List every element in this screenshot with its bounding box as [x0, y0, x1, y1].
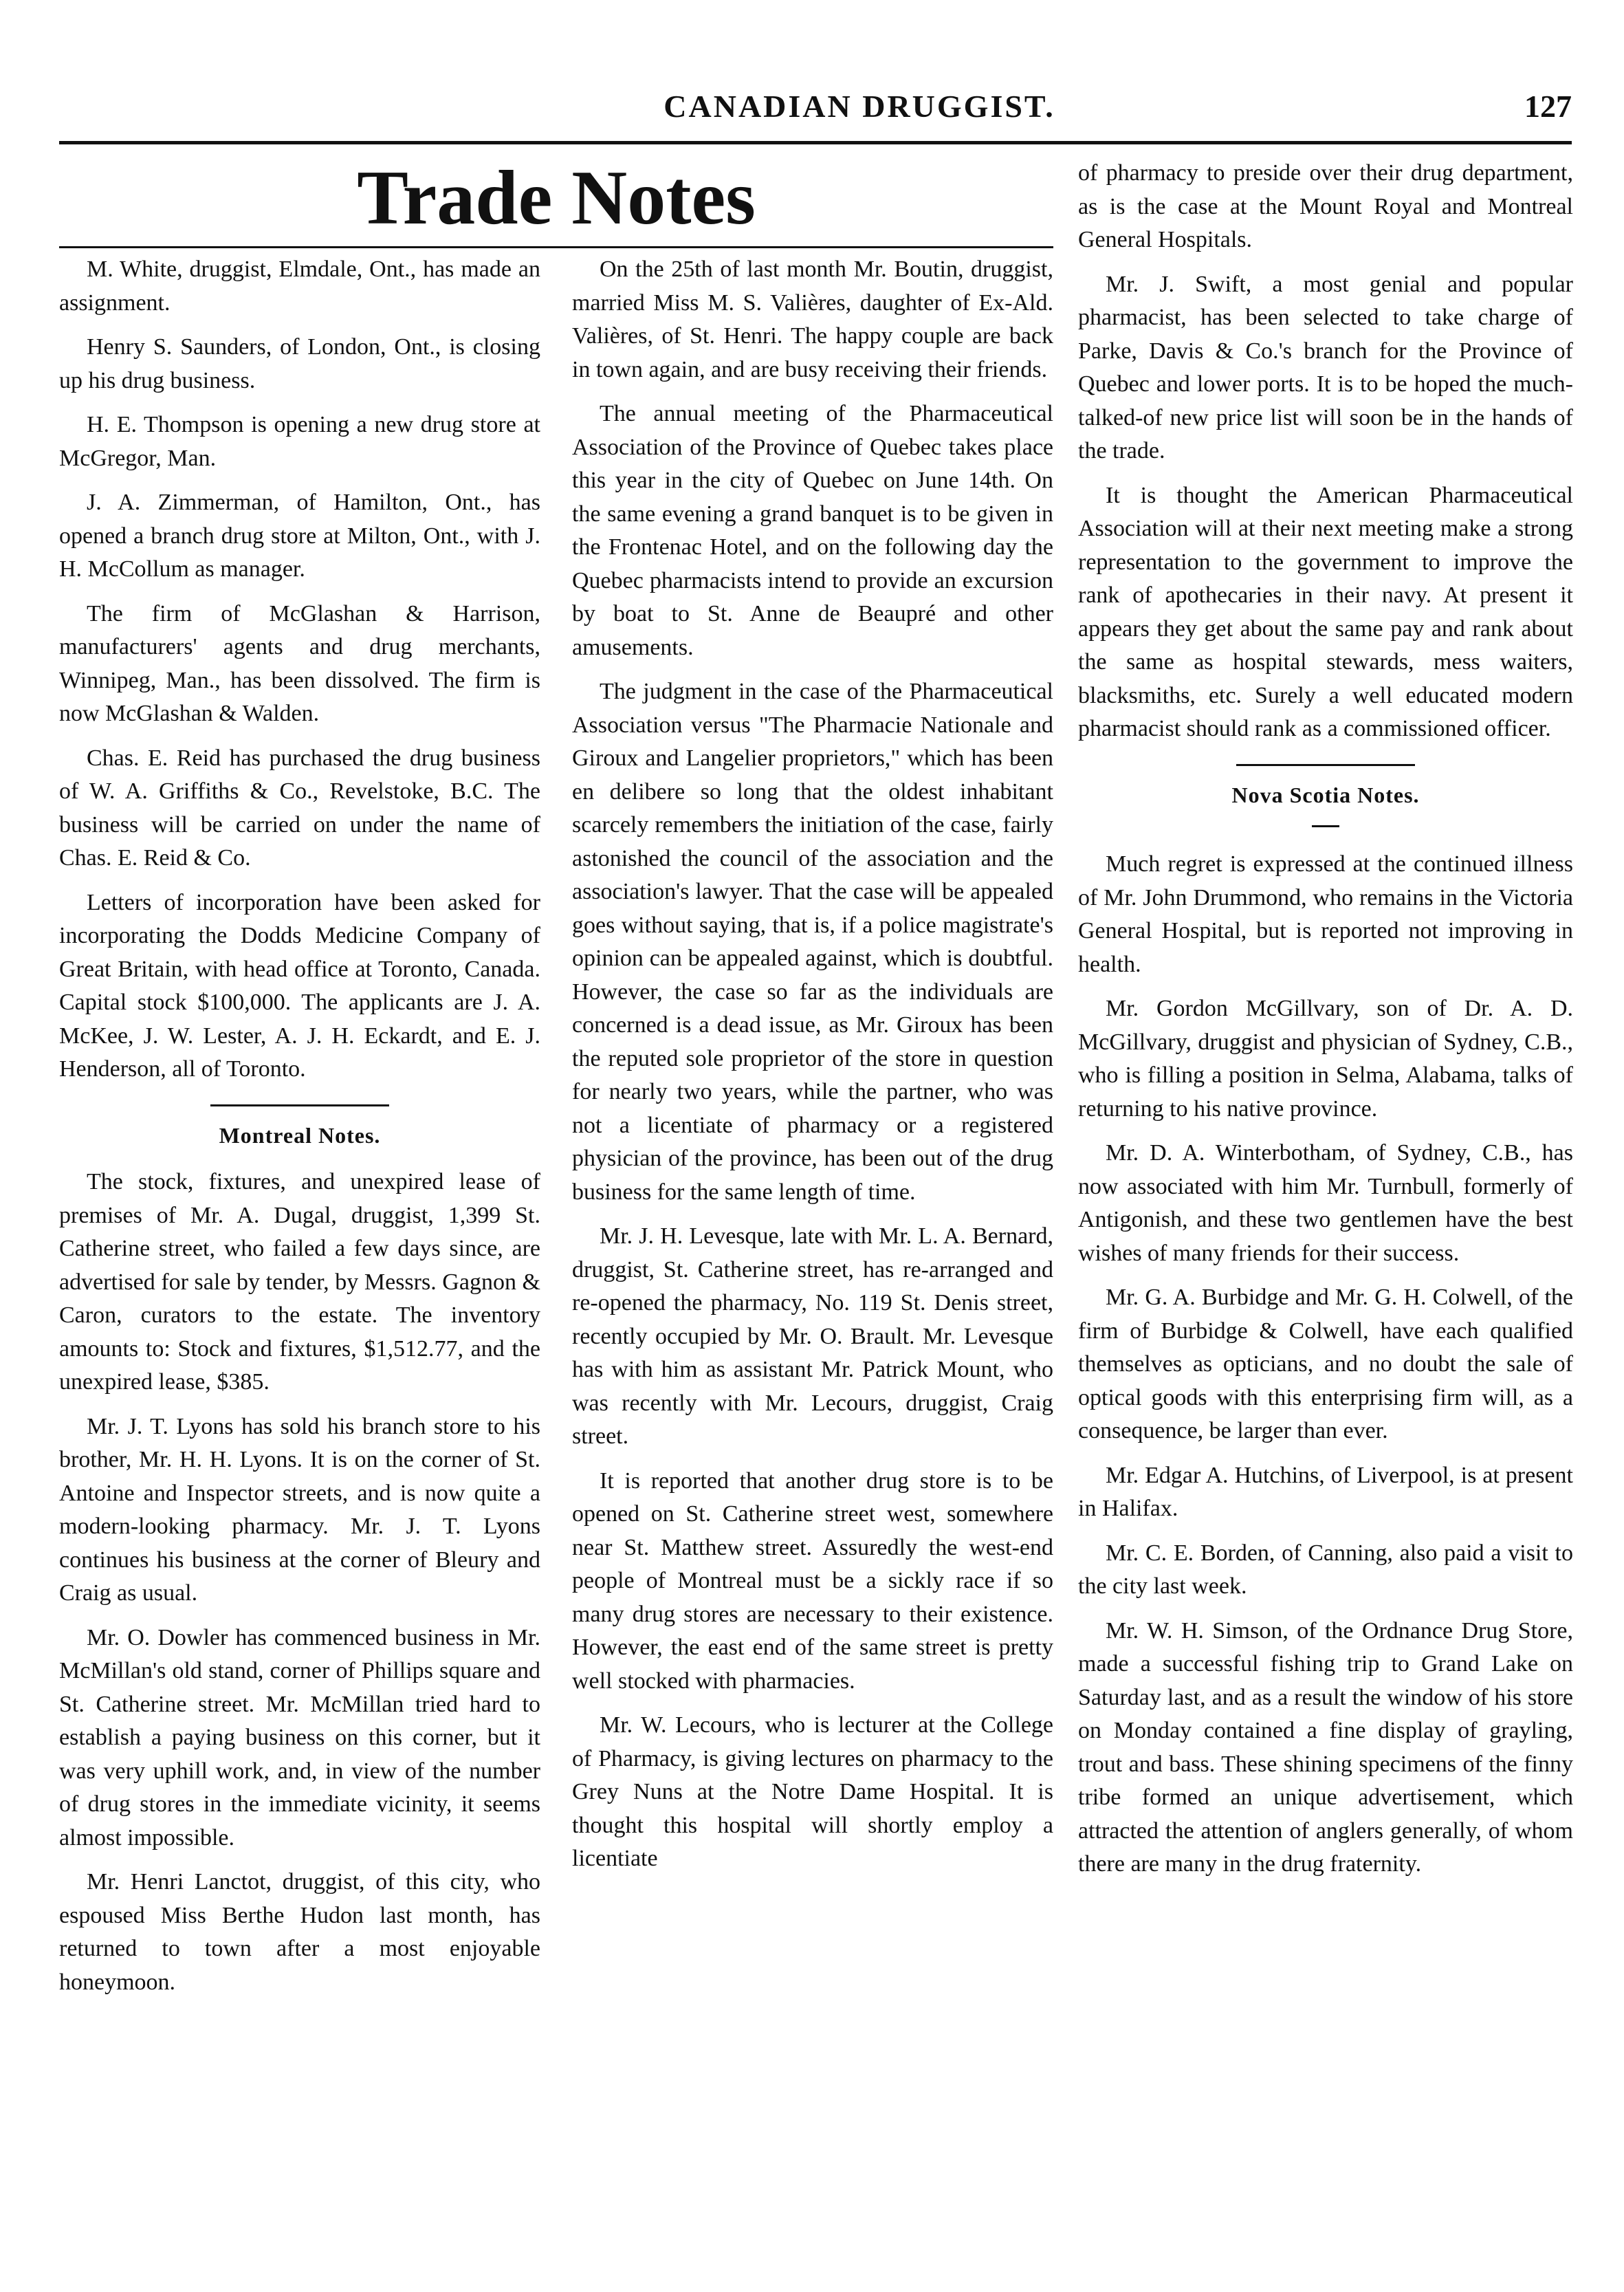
news-item: Mr. Henri Lanctot, druggist, of this city, who espoused Miss Berthe Hudon last month, has returned to town after a most enjoyable honeymoon. [59, 1869, 540, 1995]
news-item: J. A. Zimmerman, of Hamilton, Ont., has opened a branch drug store at Milton, Ont., with J. H. McCollum as manager. [59, 490, 540, 582]
news-item: Much regret is expressed at the continued illness of Mr. John Drummond, who remains in the Victoria General Hospital, but is reported not improving in health. [1078, 851, 1573, 977]
news-item: Mr. J. Swift, a most genial and popular pharmacist, has been selected to take charge of Parke, Davis & Co.'s branch for the Province of Quebec and lower ports. It is to be hoped the much-talked-of new price list will soon be in the hands of the trade. [1078, 271, 1573, 463]
section-separator [210, 1104, 389, 1106]
column-2 [572, 253, 1053, 1887]
news-item: On the 25th of last month Mr. Boutin, druggist, married Miss M. S. Valières, daughter of Ex-Ald. Valières, of St. Henri. The happy couple are back in town again, and are busy receiving their friends. [572, 257, 1053, 382]
news-item: Henry S. Saunders, of London, Ont., is closing up his drug business. [59, 334, 540, 393]
news-item: H. E. Thompson is opening a new drug store at McGregor, Man. [59, 412, 540, 471]
journal-title: CANADIAN DRUGGIST. [663, 89, 1055, 124]
column-1 [59, 253, 540, 2010]
news-item: Mr. W. H. Simson, of the Ordnance Drug Store, made a successful fishing trip to Grand Lake on Saturday last, and as a result the window of his store on Monday contained a fine display of grayling, trout and bass. These shining specimens of the finny tribe formed an unique advertisement, which attracted the attention of anglers generally, of whom there are many in the drug fraternity. [1078, 1617, 1573, 1877]
section-separator [1236, 764, 1415, 766]
nova-scotia-notes-heading: Nova Scotia Notes. [1231, 782, 1420, 807]
news-item: The annual meeting of the Pharmaceutical Association of the Province of Quebec takes place this year in the city of Quebec on June 14th. On the same evening a grand banquet is to be given in the Frontenac Hotel, and on the following day the Quebec pharmacists intend to provide an excursion by boat to St. Anne de Beaupré and other amusements. [572, 401, 1053, 660]
column-3 [1078, 157, 1573, 1892]
section-title: Trade Notes [357, 155, 756, 241]
news-item: It is thought the American Pharmaceutical Association will at their next meeting make a strong representation to the government to improve the rank of apothecaries in their navy. At present it appears they get about the same pay and rank about the same as hospital stewards, mess waiters, blacksmiths, etc. Surely a well educated modern pharmacist should rank as a commissioned officer. [1078, 482, 1573, 741]
news-item: The stock, fixtures, and unexpired lease of premises of Mr. A. Dugal, druggist, 1,399 St. Catherine street, who failed a few days since, are advertised for sale by tender, by Messrs. Gagnon & Caron, curators to the estate. The inventory amounts to: Stock and fixtures, $1,512.77, and the unexpired lease, $385. [59, 1169, 540, 1395]
news-item: Letters of incorporation have been asked for incorporating the Dodds Medicine Company of Great Britain, with head office at Toronto, Canada. Capital stock $100,000. The applicants are J. A. McKee, J. W. Lester, A. J. H. Eckardt, and E. J. Henderson, all of Toronto. [59, 889, 540, 1082]
news-item: Mr. Edgar A. Hutchins, of Liverpool, is at present in Halifax. [1078, 1462, 1573, 1521]
news-item: of pharmacy to preside over their drug department, as is the case at the Mount Royal and Montreal General Hospitals. [1078, 160, 1573, 252]
title-rule [59, 246, 1053, 248]
running-head [0, 88, 1624, 136]
news-item: Mr. Gordon McGillvary, son of Dr. A. D. McGillvary, druggist and physician of Sydney, C.B., who is filling a position in Selma, Alabama, talks of returning to his native province. [1078, 996, 1573, 1122]
news-item: M. White, druggist, Elmdale, Ont., has made an assignment. [59, 257, 540, 316]
news-item: Mr. J. T. Lyons has sold his branch store to his brother, Mr. H. H. Lyons. It is on the corner of St. Antoine and Inspector streets, and is now quite a modern-looking pharmacy. Mr. J. T. Lyons continues his business at the corner of Bleury and Craig as usual. [59, 1413, 540, 1606]
montreal-notes-heading: Montreal Notes. [219, 1122, 381, 1148]
news-item: Mr. G. A. Burbidge and Mr. G. H. Colwell, of the firm of Burbidge & Colwell, have each qualified themselves as opticians, and no doubt the sale of optical goods with this enterprising firm will, as a consequence, be larger than ever. [1078, 1285, 1573, 1443]
heading-dash [1312, 825, 1339, 827]
news-item: The firm of McGlashan & Harrison, manufacturers' agents and drug merchants, Winnipeg, Man., has been dissolved. The firm is now McGlashan & Walden. [59, 600, 540, 726]
news-item: Chas. E. Reid has purchased the drug business of W. A. Griffiths & Co., Revelstoke, B.C. The business will be carried on under the name of Chas. E. Reid & Co. [59, 745, 540, 871]
header-rule [59, 141, 1572, 144]
news-item: The judgment in the case of the Pharmaceutical Association versus "The Pharmacie Nationale and Giroux and Langelier proprietors," which has been en delibere so long that the oldest inhabitant scarcely remembers the initiation of the case, fairly astonished the council of the association and the association's lawyer. That the case will be appealed goes without saying, that is, if a police magistrate's opinion can be appealed against, which is doubtful. However, the case so far as the individuals are concerned is a dead issue, as Mr. Giroux has been the reputed sole proprietor of the store in question for nearly two years, while the partner, who was not a licentiate of pharmacy or a registered physician of the province, has been out of the drug business for the same length of time. [572, 679, 1053, 1205]
news-item: Mr. W. Lecours, who is lecturer at the College of Pharmacy, is giving lectures on pharmacy to the Grey Nuns at the Notre Dame Hospital. It is thought this hospital will shortly employ a licentiate [572, 1712, 1053, 1871]
news-item: It is reported that another drug store is to be opened on St. Catherine street west, somewhere near St. Matthew street. Assuredly the west-end people of Montreal must be a sickly race if so many drug stores are necessary to their existence. However, the east end of the same street is pretty well stocked with pharmacies. [572, 1467, 1053, 1694]
news-item: Mr. O. Dowler has commenced business in Mr. McMillan's old stand, corner of Phillips square and St. Catherine street. Mr. McMillan tried hard to establish a paying business on this corner, but it was very uphill work, and, in view of the number of drug stores in the immediate vicinity, it seems almost impossible. [59, 1624, 540, 1851]
news-item: Mr. C. E. Borden, of Canning, also paid a visit to the city last week. [1078, 1540, 1573, 1599]
news-item: Mr. J. H. Levesque, late with Mr. L. A. Bernard, druggist, St. Catherine street, has re-arranged and re-opened the pharmacy, No. 119 St. Denis street, recently occupied by Mr. O. Brault. Mr. Levesque has with him as assistant Mr. Patrick Mount, who was recently with Mr. Lecours, druggist, Craig street. [572, 1223, 1053, 1449]
page-number: 127 [1524, 89, 1572, 124]
news-item: Mr. D. A. Winterbotham, of Sydney, C.B., has now associated with him Mr. Turnbull, formerly of Antigonish, and these two gentlemen have the best wishes of many friends for their success. [1078, 1140, 1573, 1266]
